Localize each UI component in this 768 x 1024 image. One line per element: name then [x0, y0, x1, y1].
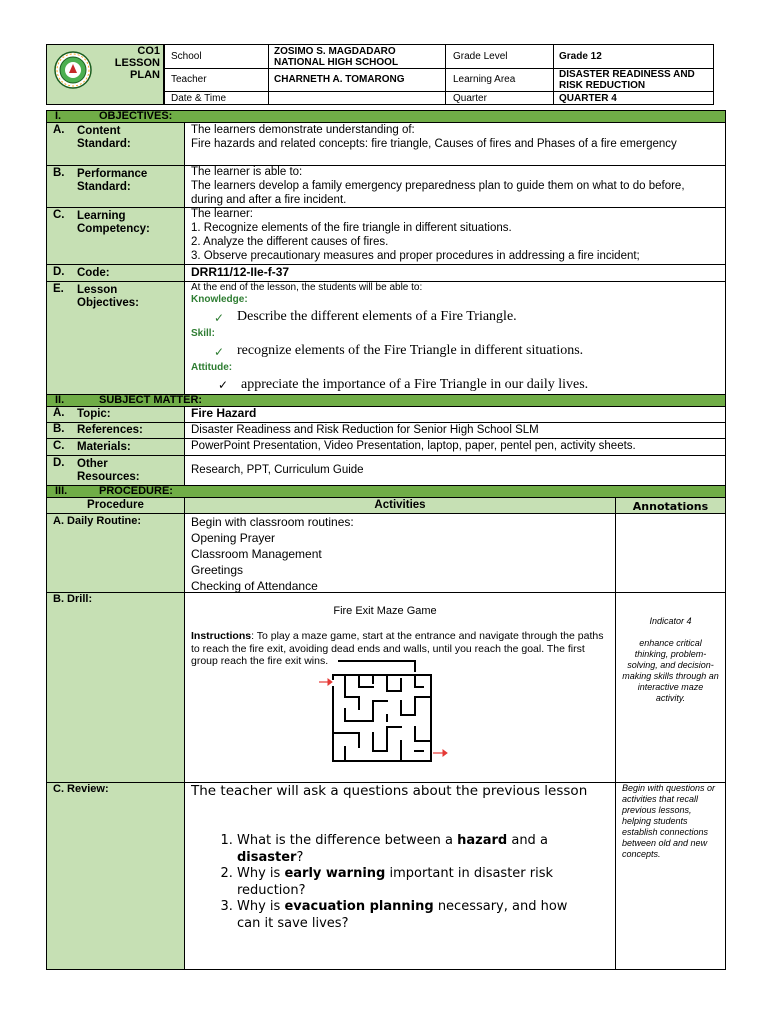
date-value-cell[interactable] — [268, 91, 446, 105]
grade-value-cell: Grade 12 — [553, 44, 714, 69]
materials-label: C. Materials: — [46, 438, 185, 456]
daily-routine-annotation — [615, 513, 726, 593]
review-question: 1. What is the difference between a hazard and a disaster? — [237, 833, 571, 866]
references-label: B. References: — [46, 422, 185, 439]
teacher-label-cell: Teacher — [164, 68, 269, 92]
quarter-value-cell: QUARTER 4 — [553, 91, 714, 105]
performance-standard-value: The learner is able to: The learners develop a family emergency preparedness plan to guide them on what to do before, during and after a fire incident. — [184, 165, 726, 208]
subject-section-header: II. SUBJECT MATTER: — [46, 394, 726, 407]
teacher-value-cell: CHARNETH A. TOMARONG — [268, 68, 446, 92]
references-value: Disaster Readiness and Risk Reduction for Senior High School SLM — [184, 422, 726, 439]
learning-competency-value: The learner: 1. Recognize elements of the fire triangle in different situations. 2. Analyze the different causes of fires. 3. Observe precautionary measures and proper procedures in addressing a fire incident; — [184, 207, 726, 265]
routine-list: Begin with classroom routines: Opening Prayer Classroom Management Greetings Checking of Attendance — [191, 515, 354, 593]
checkmark-icon: ✓ — [214, 345, 225, 359]
performance-standard-label: B. Performance Standard: — [46, 165, 185, 208]
other-resources-label: D. Other Resources: — [46, 455, 185, 486]
daily-routine-activities — [184, 513, 616, 593]
drill-activities: Fire Exit Maze Game Instructions: To play a maze game, start at the entrance and navigate through the paths to reach the fire exit, avoiding dead ends and walls, until you reach the goal. The first group reach the fire exit wins. — [184, 592, 616, 783]
other-resources-value: Research, PPT, Curriculum Guide — [184, 455, 726, 486]
review-question: 3. Why is evacuation planning necessary, and how can it save lives? — [237, 899, 571, 932]
fire-exit-maze[interactable] — [319, 657, 449, 765]
area-value-cell: DISASTER READINESS AND RISK REDUCTION — [553, 68, 714, 92]
lesson-objectives-label: E. Lesson Objectives: — [46, 281, 185, 395]
column-header-activities: Activities — [184, 497, 616, 514]
checkmark-icon: ✓ — [214, 311, 225, 325]
drill-annotation: Indicator 4 enhance critical thinking, problem-solving, and decision-making skills through an interactive maze activity. — [615, 592, 726, 783]
drill-label: B. Drill: — [46, 592, 185, 783]
daily-routine-label: A. Daily Routine: — [46, 513, 185, 593]
school-value-cell: ZOSIMO S. MAGDADARO NATIONAL HIGH SCHOOL — [268, 44, 446, 69]
code-value: DRR11/12-IIe-f-37 — [184, 264, 726, 282]
column-header-procedure: Procedure — [46, 497, 185, 514]
topic-value: Fire Hazard — [184, 406, 726, 423]
lesson-objectives-value: At the end of the lesson, the students will be able to: Knowledge: ✓ Describe the different elements of a Fire Triangle. Skill: ✓ recognize elements of the Fire Triangle in different situations. Attitude: ✓ appreciate the importance of a Fire Triangle in our daily lives. — [184, 281, 726, 395]
lesson-plan-title: CO1 LESSON PLAN — [114, 45, 160, 81]
date-label-cell: Date & Time — [164, 91, 269, 105]
content-standard-value: The learners demonstrate understanding of: Fire hazards and related concepts: fire triangle, Causes of fires and Phases of a fire emergency — [184, 122, 726, 166]
procedure-section-header: III. PROCEDURE: — [46, 485, 726, 498]
code-label: D. Code: — [46, 264, 185, 282]
materials-value: PowerPoint Presentation, Video Presentation, laptop, paper, pentel pen, activity sheets. — [184, 438, 726, 456]
review-question: 2. Why is early warning important in disaster risk reduction? — [237, 866, 571, 899]
area-label-cell: Learning Area — [445, 68, 554, 92]
objectives-section-header: I. OBJECTIVES: — [46, 110, 726, 123]
review-questions-list — [191, 833, 571, 932]
content-standard-label: A. Content Standard: — [46, 122, 185, 166]
review-label: C. Review: — [46, 782, 185, 970]
learning-competency-label: C. Learning Competency: — [46, 207, 185, 265]
checkmark-icon: ✓ — [218, 378, 229, 392]
grade-label-cell: Grade Level — [445, 44, 554, 69]
review-activities: The teacher will ask a questions about the previous lesson 1. What is the difference between a hazard and a disaster? 2. Why is early warning important in disaster risk reduction? 3. Why is evacuation planning necessary, and how can it save lives? — [184, 782, 616, 970]
review-annotation: Begin with questions or activities that recall previous lessons, helping students establish connections between old and new concepts. — [615, 782, 726, 970]
column-header-annotations: Annotations — [615, 497, 726, 514]
topic-label: A. Topic: — [46, 406, 185, 423]
school-seal-icon — [54, 51, 92, 89]
school-label-cell: School — [164, 44, 269, 69]
quarter-label-cell: Quarter — [445, 91, 554, 105]
